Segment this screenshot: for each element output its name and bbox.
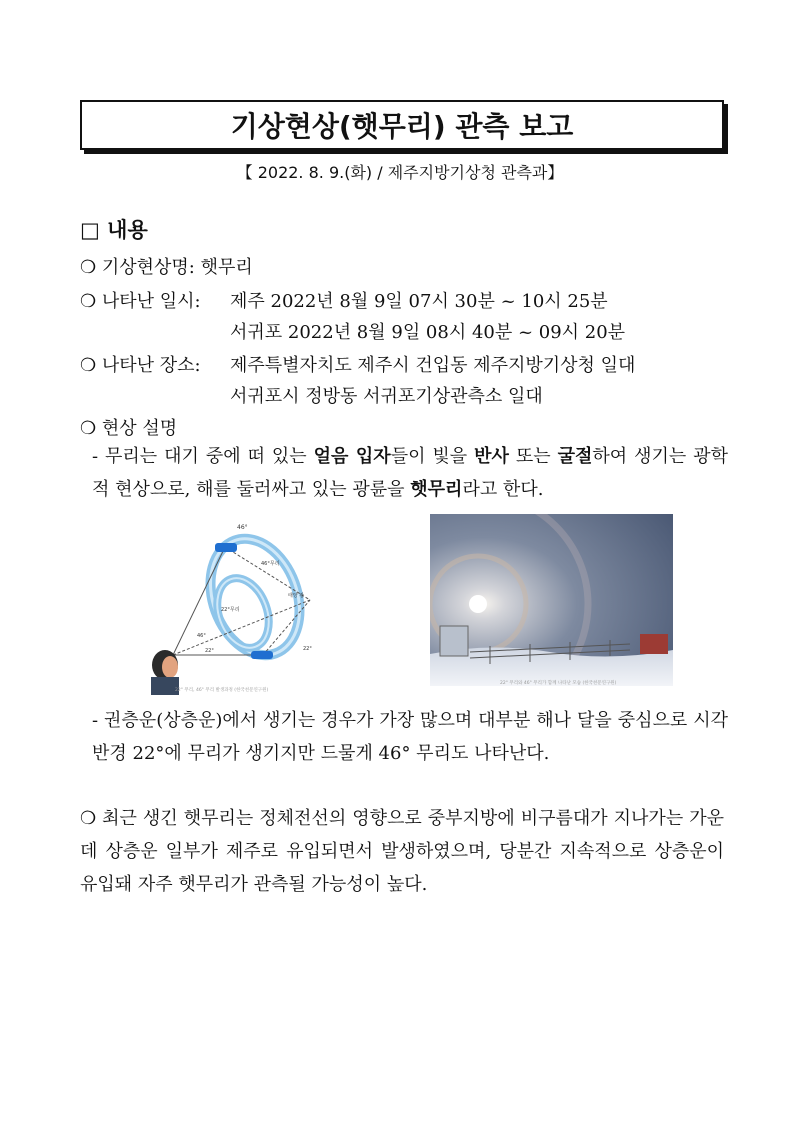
- phenomenon-name: ❍ 기상현상명: 햇무리: [80, 257, 253, 278]
- desc-part: 하여 생기는 광학적 현상으로, 해를 둘러싸고 있는 광륜을: [92, 446, 728, 500]
- caption-right: 22° 무리와 46° 무리가 함께 나타난 모습 (한국천문연구원): [500, 681, 617, 686]
- label-46-vertex: 46°: [197, 633, 206, 639]
- desc-bold-ice: 얼음 입자: [313, 446, 391, 467]
- halo-photo: [430, 514, 673, 686]
- time-jeju: 제주 2022년 8월 9일 07시 30분 ~ 10시 25분: [230, 291, 608, 312]
- desc-bold-refract: 굴절: [557, 446, 593, 467]
- desc-part: 또는: [508, 446, 558, 467]
- label-ring-46: 46°무리: [261, 561, 280, 567]
- photo-instrument: [440, 626, 468, 656]
- desc-part: - 무리는 대기 중에 떠 있는: [92, 446, 314, 467]
- desc-bold-reflect: 반사: [474, 446, 509, 467]
- recent-halo-text: ❍ 최근 생긴 햇무리는 정체전선의 영향으로 중부지방에 비구름대가 지나가는 가운데 상층운 일부가 제주로 유입되면서 발생하였으며, 당분간 지속적으로 상층운이 유입돼 자주 햇무리가 관측될 가능성이 높다.: [80, 808, 724, 895]
- description-text: [92, 440, 728, 506]
- label-ray: 태양 광: [288, 593, 305, 599]
- desc-part: 라고 한다.: [462, 479, 544, 500]
- time-seogwipo: 서귀포 2022년 8월 9일 08시 40분 ~ 09시 20분: [230, 322, 626, 343]
- ice-crystal-bottom: [251, 651, 273, 659]
- ice-crystal-top: [215, 543, 237, 552]
- cirrostratus-text: - 권층운(상층운)에서 생기는 경우가 가장 많으며 대부분 해나 달을 중심으로 시각 반경 22°에 무리가 생기지만 드물게 46° 무리도 나타난다.: [92, 710, 728, 764]
- desc-bold-halo: 햇무리: [410, 479, 463, 500]
- halo-diagram: [145, 515, 425, 695]
- caption-left: 22° 무리, 46° 무리 발생과정 (한국천문연구원): [175, 688, 269, 693]
- section-heading: □ 내용: [80, 218, 148, 242]
- place-label: ❍ 나타난 장소:: [80, 355, 201, 376]
- photo-sun: [469, 595, 487, 613]
- label-22-right: 22°: [303, 646, 312, 652]
- place-seogwipo: 서귀포시 정방동 서귀포기상관측소 일대: [230, 386, 543, 407]
- desc-part: 들이 빛을: [390, 446, 475, 467]
- place-jeju: 제주특별자치도 제주시 건입동 제주지방기상청 일대: [230, 355, 636, 376]
- report-subtitle: 【 2022. 8. 9.(화) / 제주지방기상청 관측과】: [236, 163, 564, 182]
- time-label: ❍ 나타난 일시:: [80, 291, 201, 312]
- report-title: 기상현상(햇무리) 관측 보고: [80, 100, 724, 150]
- description-label: ❍ 현상 설명: [80, 418, 178, 439]
- label-ring-22: 22°무리: [221, 607, 240, 613]
- label-46-top: 46°: [237, 524, 248, 531]
- label-22-vertex: 22°: [205, 648, 214, 654]
- photo-building: [640, 634, 668, 654]
